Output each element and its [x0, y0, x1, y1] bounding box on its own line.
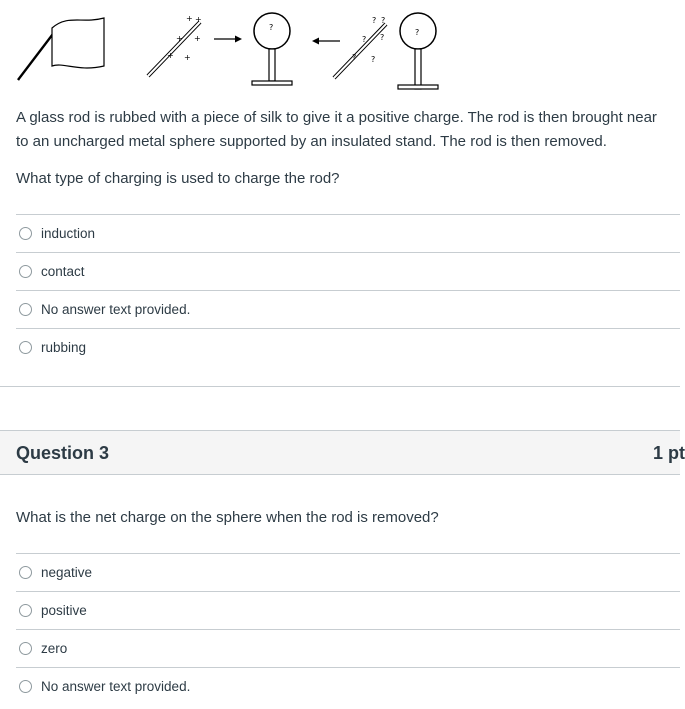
- question-2-prompt: What type of charging is used to charge the rod?: [16, 170, 340, 187]
- question-2-text-line-2: to an uncharged metal sphere supported by an insulated stand. The rod is then removed.: [16, 133, 607, 150]
- answer-option[interactable]: [16, 629, 680, 667]
- answer-label[interactable]: No answer text provided.: [41, 302, 191, 317]
- charge-plus-sign: +: [194, 34, 201, 43]
- sphere-charge-unknown: ?: [269, 23, 274, 32]
- radio-button[interactable]: [19, 566, 32, 579]
- radio-button[interactable]: [19, 680, 32, 693]
- radio-button[interactable]: [19, 265, 32, 278]
- answer-label[interactable]: No answer text provided.: [41, 679, 191, 694]
- charge-plus-sign: +: [195, 15, 202, 24]
- answer-label[interactable]: rubbing: [41, 340, 87, 355]
- rod-charge-unknown: ?: [371, 55, 376, 64]
- radio-button[interactable]: [19, 642, 32, 655]
- radio-button[interactable]: [19, 341, 32, 354]
- question-3-header: [0, 430, 685, 475]
- question-3-prompt: What is the net charge on the sphere when the rod is removed?: [16, 509, 439, 526]
- answer-option[interactable]: [16, 667, 680, 705]
- answer-option[interactable]: [16, 214, 680, 252]
- arrow-right-icon: [214, 36, 242, 43]
- answer-label[interactable]: zero: [41, 641, 68, 656]
- radio-button[interactable]: [19, 604, 32, 617]
- answer-label[interactable]: contact: [41, 264, 85, 279]
- rod-charge-unknown: ?: [352, 53, 357, 62]
- metal-sphere-stand-icon: [252, 13, 292, 85]
- radio-button[interactable]: [19, 227, 32, 240]
- charge-plus-sign: +: [186, 14, 193, 23]
- rod-charge-unknown: ?: [372, 16, 377, 25]
- charging-diagram: [0, 0, 450, 90]
- silk-cloth-icon: [18, 18, 104, 80]
- answer-label[interactable]: negative: [41, 565, 93, 580]
- answer-option[interactable]: [16, 252, 680, 290]
- charge-plus-sign: +: [167, 51, 174, 60]
- rod-charge-unknown: ?: [380, 33, 385, 42]
- rod-charge-unknown: ?: [362, 35, 367, 44]
- answer-option[interactable]: [16, 553, 680, 591]
- answer-label[interactable]: positive: [41, 603, 87, 618]
- radio-button[interactable]: [19, 303, 32, 316]
- answer-option[interactable]: [16, 591, 680, 629]
- charged-rod-icon: [148, 14, 202, 76]
- rod-charge-unknown: ?: [381, 16, 386, 25]
- metal-sphere-stand-icon: [398, 13, 438, 89]
- question-2-text-line-1: A glass rod is rubbed with a piece of silk to give it a positive charge. The rod is then brought near: [16, 109, 657, 126]
- charge-plus-sign: +: [176, 34, 183, 43]
- question-3-answers: [16, 553, 680, 705]
- question-points: 1 pt: [653, 443, 685, 463]
- answer-option[interactable]: [16, 328, 680, 366]
- answer-option[interactable]: [16, 290, 680, 328]
- arrow-left-icon: [312, 38, 340, 45]
- sphere-charge-unknown: ?: [415, 28, 420, 37]
- question-divider: [0, 386, 680, 387]
- answer-label[interactable]: induction: [41, 226, 96, 241]
- charge-plus-sign: +: [184, 53, 191, 62]
- uncharged-rod-icon: [334, 16, 386, 78]
- question-2-answers: [16, 214, 680, 366]
- question-title: Question 3: [16, 443, 110, 463]
